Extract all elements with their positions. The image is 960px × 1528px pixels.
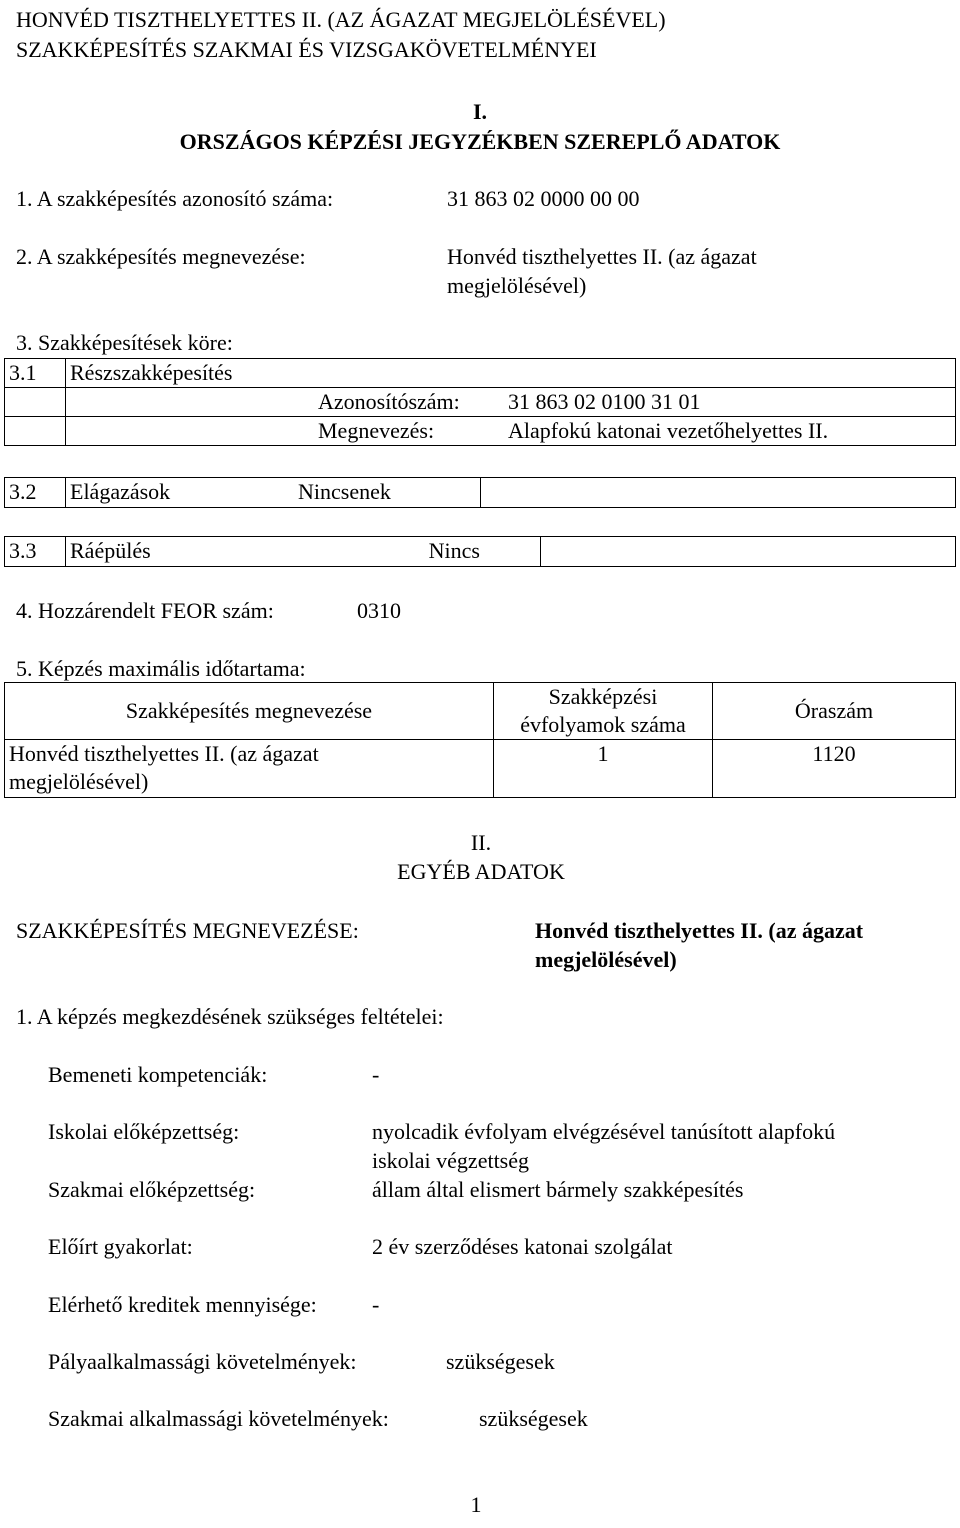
sub32-number: 3.2	[5, 478, 66, 508]
sub32-label: Elágazások	[66, 478, 295, 508]
sub31-number: 3.1	[5, 359, 66, 388]
prof-label: Szakmai előképzettség:	[48, 1177, 256, 1202]
page-number: 1	[470, 1492, 482, 1517]
part2-roman: II.	[470, 830, 492, 855]
school-value-line1: nyolcadik évfolyam elvégzésével tanúsított alapfokú	[372, 1119, 836, 1144]
sub31-spacer-cell	[5, 388, 66, 417]
input-comp-value: -	[372, 1062, 380, 1087]
duration-col2-header-line1: Szakképzési	[548, 684, 658, 709]
part2-name-value-line2: megjelölésével)	[535, 947, 677, 972]
duration-row-name-line1: Honvéd tiszthelyettes II. (az ágazat	[9, 741, 319, 766]
sub32-value: Nincsenek	[294, 478, 481, 508]
practice-label: Előírt gyakorlat:	[48, 1234, 193, 1259]
item4-label: 4. Hozzárendelt FEOR szám:	[16, 598, 274, 623]
duration-table	[4, 682, 956, 798]
sub33-empty-cell	[541, 537, 956, 567]
sub31-id-value: 31 863 02 0100 31 01	[504, 388, 956, 417]
prof-fit-value: szükségesek	[479, 1406, 588, 1431]
sub31-label: Részszakképesítés	[66, 359, 956, 388]
part2-item1-label: 1. A képzés megkezdésének szükséges feltételei:	[16, 1004, 444, 1029]
sub31-name-value: Alapfokú katonai vezetőhelyettes II.	[504, 417, 956, 446]
school-value-line2: iskolai végzettség	[372, 1148, 530, 1173]
duration-row-name-line2: megjelölésével)	[9, 769, 149, 794]
part1-title: ORSZÁGOS KÉPZÉSI JEGYZÉKBEN SZEREPLŐ ADATOK	[179, 129, 781, 154]
part2-name-label: SZAKKÉPESÍTÉS MEGNEVEZÉSE:	[16, 918, 359, 943]
input-comp-label: Bemeneti kompetenciák:	[48, 1062, 268, 1087]
duration-row-name	[5, 740, 494, 798]
part1-roman: I.	[472, 99, 488, 124]
sub31-id-label: Azonosítószám:	[314, 388, 504, 417]
sub32-table	[4, 477, 956, 508]
duration-row-hours: 1120	[713, 740, 956, 798]
item1-value: 31 863 02 0000 00 00	[447, 186, 640, 211]
item2-value-line2: megjelölésével)	[447, 273, 587, 298]
duration-col1-header: Szakképesítés megnevezése	[5, 683, 494, 740]
prof-fit-label: Szakmai alkalmassági követelmények:	[48, 1406, 389, 1431]
part2-name-value-line1: Honvéd tiszthelyettes II. (az ágazat	[535, 918, 864, 943]
item2-value-line1: Honvéd tiszthelyettes II. (az ágazat	[447, 244, 757, 269]
sub32-empty-cell	[481, 478, 956, 508]
item5-label: 5. Képzés maximális időtartama:	[16, 656, 306, 681]
document-title-line2: SZAKKÉPESÍTÉS SZAKMAI ÉS VIZSGAKÖVETELMÉNYEI	[16, 37, 597, 62]
sub31-spacer-cell	[5, 417, 66, 446]
credits-value: -	[372, 1292, 380, 1317]
duration-col3-header: Óraszám	[713, 683, 956, 740]
sub31-name-label: Megnevezés:	[314, 417, 504, 446]
sub33-label: Ráépülés	[66, 537, 295, 567]
practice-value: 2 év szerződéses katonai szolgálat	[372, 1234, 673, 1259]
sub33-table	[4, 536, 956, 567]
sub33-number: 3.3	[5, 537, 66, 567]
prof-value: állam által elismert bármely szakképesítés	[372, 1177, 744, 1202]
item1-label: 1. A szakképesítés azonosító száma:	[16, 186, 334, 211]
sub31-table	[4, 358, 956, 446]
career-label: Pályaalkalmassági követelmények:	[48, 1349, 357, 1374]
credits-label: Elérhető kreditek mennyisége:	[48, 1292, 317, 1317]
sub31-indent-cell	[66, 417, 315, 446]
duration-row-years: 1	[494, 740, 713, 798]
item4-value: 0310	[357, 598, 401, 623]
duration-col2-header	[494, 683, 713, 740]
part2-title: EGYÉB ADATOK	[397, 859, 565, 884]
school-label: Iskolai előképzettség:	[48, 1119, 240, 1144]
career-value: szükségesek	[446, 1349, 555, 1374]
sub31-indent-cell	[66, 388, 315, 417]
item2-label: 2. A szakképesítés megnevezése:	[16, 244, 306, 269]
document-title-line1: HONVÉD TISZTHELYETTES II. (AZ ÁGAZAT MEGJELÖLÉSÉVEL)	[16, 7, 666, 32]
sub33-value: Nincs	[294, 537, 541, 567]
item3-label: 3. Szakképesítések köre:	[16, 330, 233, 355]
duration-col2-header-line2: évfolyamok száma	[520, 712, 686, 737]
